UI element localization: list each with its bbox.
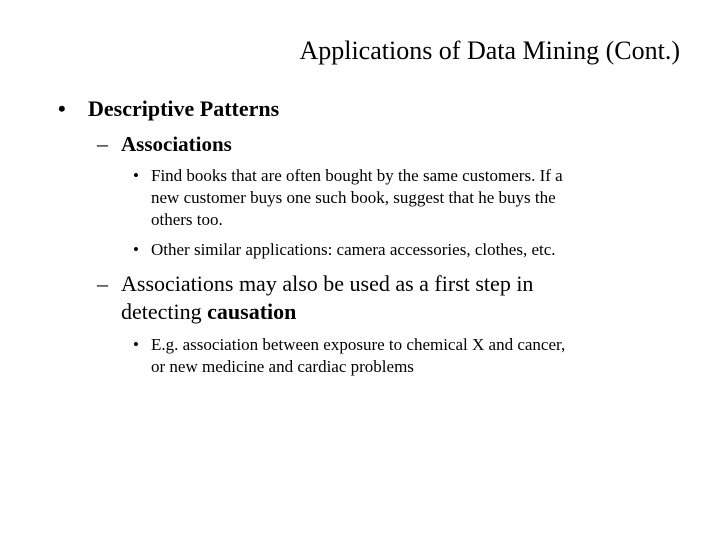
bullet-label: Descriptive Patterns	[88, 96, 280, 121]
subitem-line: Associations may also be used as a first step in	[121, 271, 534, 296]
point-marker: •	[133, 335, 139, 354]
point-line: others too.	[151, 210, 223, 229]
point-text	[151, 165, 563, 231]
subitem-line-prefix: detecting	[121, 299, 208, 324]
slide-title: Applications of Data Mining (Cont.)	[299, 36, 680, 65]
point-line: E.g. association between exposure to chemical X and cancer,	[151, 335, 566, 354]
dash-marker: –	[97, 131, 108, 156]
subitem-line	[121, 298, 591, 326]
point-text	[151, 239, 556, 261]
dash-marker: –	[97, 271, 108, 296]
point-marker: •	[133, 166, 139, 185]
subitem-label: Associations	[121, 132, 232, 156]
point-text	[151, 334, 565, 378]
subitem-text	[121, 270, 591, 326]
point-line: or new medicine and cardiac problems	[151, 357, 414, 376]
bullet-marker: •	[58, 96, 66, 121]
point-line: new customer buys one such book, suggest that he buys the	[151, 188, 556, 207]
point-line: Other similar applications: camera accessories, clothes, etc.	[151, 240, 556, 259]
causation-keyword: causation	[207, 299, 297, 324]
point-marker: •	[133, 240, 139, 259]
point-line: Find books that are often bought by the same customers. If a	[151, 166, 563, 185]
